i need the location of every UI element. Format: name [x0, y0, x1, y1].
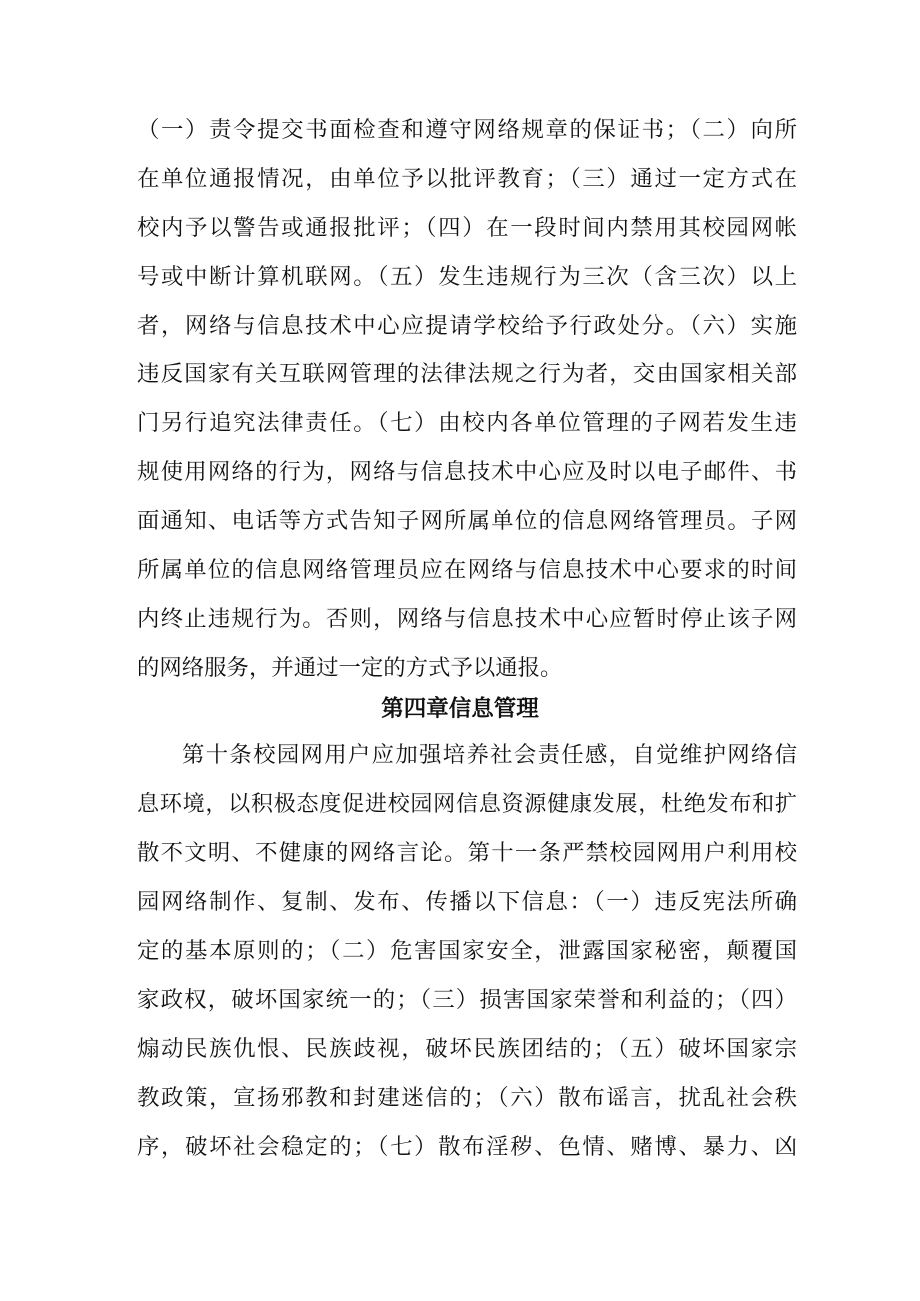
- paragraph-line: 序，破坏社会稳定的；（七）散布淫秽、色情、赌博、暴力、凶: [137, 1134, 797, 1160]
- paragraph-line: 息环境，以积极态度促进校园网信息资源健康发展，杜绝发布和扩: [137, 791, 797, 817]
- paragraph-line: 教政策，宣扬邪教和封建迷信的；（六）散布谣言，扰乱社会秩: [137, 1085, 797, 1111]
- paragraph-line: 定的基本原则的；（二）危害国家安全，泄露国家秘密，颠覆国: [137, 938, 797, 964]
- chapter-title: 第四章信息管理: [381, 696, 539, 722]
- paragraph-line: 规使用网络的行为，网络与信息技术中心应及时以电子邮件、书: [137, 459, 797, 485]
- paragraph-line: 在单位通报情况，由单位予以批评教育；（三）通过一定方式在: [137, 166, 797, 192]
- paragraph-line: 校内予以警告或通报批评；（四）在一段时间内禁用其校园网帐: [137, 215, 797, 241]
- paragraph-line: 煽动民族仇恨、民族歧视，破坏民族团结的；（五）破坏国家宗: [137, 1036, 797, 1062]
- paragraph-line: 所属单位的信息网络管理员应在网络与信息技术中心要求的时间: [137, 557, 797, 583]
- paragraph-line: 门另行追究法律责任。（七）由校内各单位管理的子网若发生违: [137, 410, 797, 436]
- paragraph-line: 散不文明、不健康的网络言论。第十一条严禁校园网用户利用校: [137, 840, 797, 866]
- paragraph-line: （一）责令提交书面检查和遵守网络规章的保证书；（二）向所: [137, 117, 797, 143]
- paragraph-line: 家政权，破坏国家统一的；（三）损害国家荣誉和利益的；（四）: [137, 987, 797, 1013]
- paragraph-line: 第十条校园网用户应加强培养社会责任感，自觉维护网络信: [182, 742, 797, 768]
- paragraph-line: 者，网络与信息技术中心应提请学校给予行政处分。（六）实施: [137, 313, 797, 339]
- paragraph-line: 面通知、电话等方式告知子网所属单位的信息网络管理员。子网: [137, 508, 797, 534]
- paragraph-line: 内终止违规行为。否则，网络与信息技术中心应暂时停止该子网: [137, 606, 797, 632]
- paragraph-line: 的网络服务，并通过一定的方式予以通报。: [137, 655, 563, 681]
- paragraph-line: 号或中断计算机联网。（五）发生违规行为三次（含三次）以上: [137, 264, 797, 290]
- paragraph-line: 违反国家有关互联网管理的法律法规之行为者，交由国家相关部: [137, 361, 797, 387]
- paragraph-line: 园网络制作、复制、发布、传播以下信息：（一）违反宪法所确: [137, 889, 797, 915]
